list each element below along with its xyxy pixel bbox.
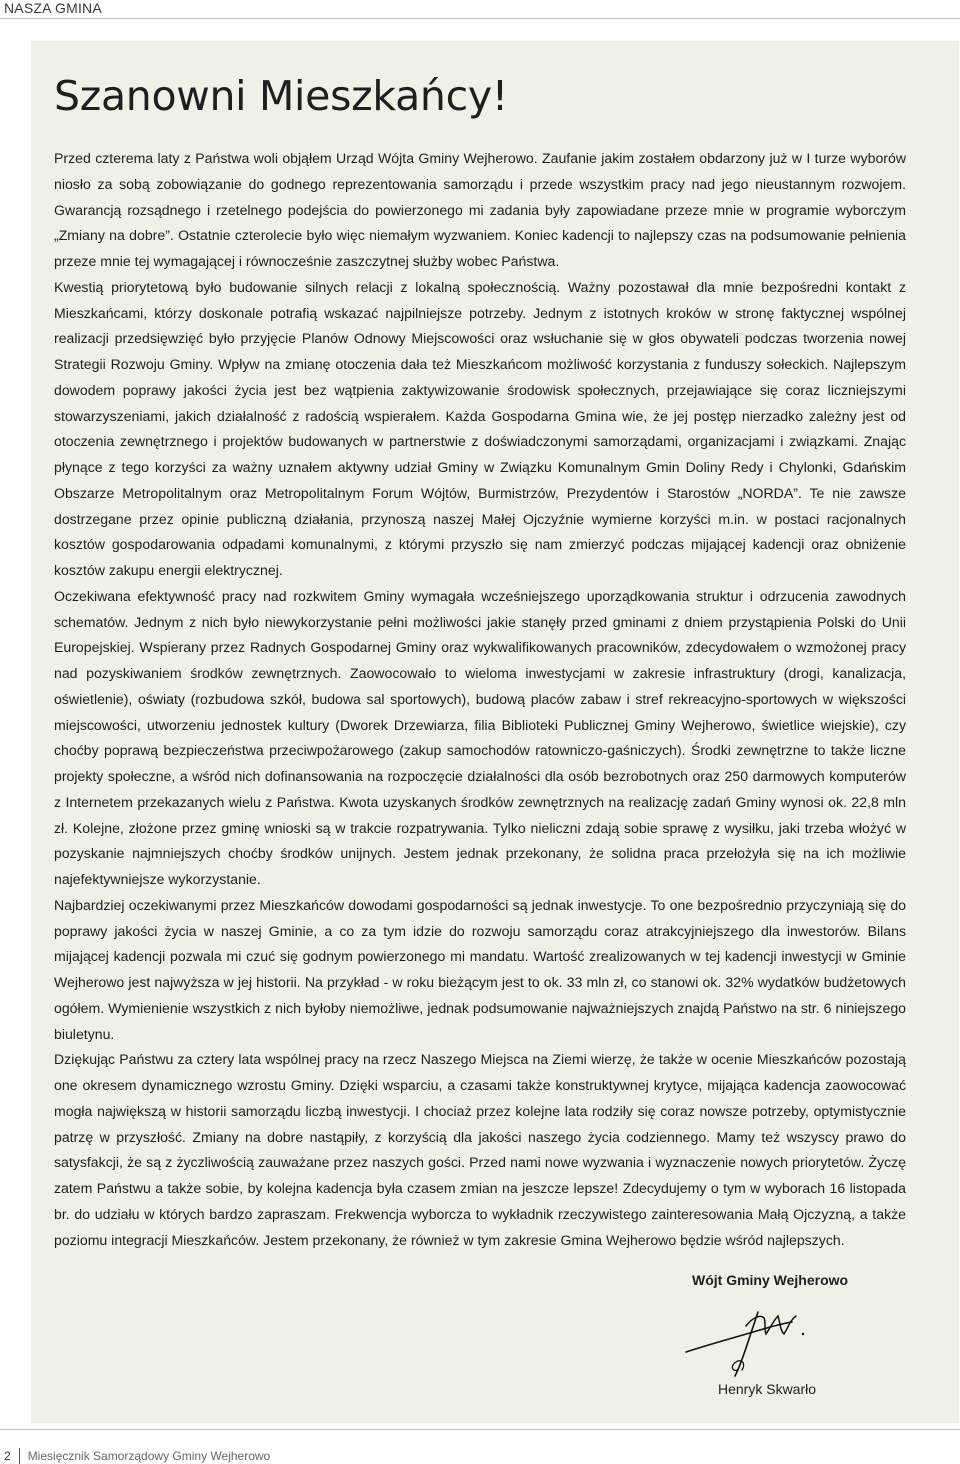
footer-separator [19, 1448, 20, 1464]
letter-paragraph: Oczekiwana efektywność pracy nad rozkwitem Gminy wymagała wcześniejszego uporządkowania struktur i odrzucenia zawodnych schematów. Jednym z nich było niewykorzystanie pełni możliwości jakie stanęły przed gminami z dniem przystąpienia Polski do Unii Europejskiej. Wspierany przez Radnych Gospodarnej Gminy oraz wykwalifikowanych pracowników, zdecydowałem o wzmożonej pracy nad pozyskiwaniem środków zewnętrznych. Zaowocowało to wieloma inwestycjami w zakresie infrastruktury (drogi, kanalizacja, oświetlenie), oświaty (rozbudowa szkół, budowa sal sportowych), budową placów zabaw i stref rekreacyjno-sportowych w większości miejscowości, utworzeniu jednostek kultury (Dworek Drzewiarza, filia Biblioteki Publicznej Gminy Wejherowo, świetlice wiejskie), czy choćby poprawą bezpieczeństwa przeciwpożarowego (zakup samochodów ratowniczo-gaśniczych). Środki zewnętrzne to także liczne projekty społeczne, a wśród nich dofinansowania na rozpoczęcie działalności dla osób bezrobotnych oraz 250 darmowych komputerów z Internetem przekazanych wielu z Państwa. Kwota uzyskanych środków zewnętrznych na realizację zadań Gminy wynosi ok. 22,8 mln zł. Kolejne, złożone przez gminę wnioski są w trakcie rozpatrywania. Tylko nieliczni zdają sobie sprawę z wysiłku, jaki trzeba włożyć w pozyskanie najmniejszych choćby środków unijnych. Jestem jednak przekonany, że solidna praca przełożyła się na ich możliwie najefektywniejsze wykorzystanie. [54, 587, 906, 887]
header-divider [0, 18, 960, 19]
letter-paragraph: Przed czterema laty z Państwa woli objąłem Urząd Wójta Gminy Wejherowo. Zaufanie jakim zostałem obdarzony już w I turze wyborów niosło za sobą zobowiązanie do godnego reprezentowania samorządu i przede wszystkim pracy nad jego nieustannym rozwojem. Gwarancją rozsądnego i rzetelnego podejścia do powierzonego mi zadania były zapowiadane przeze mnie w programie wyborczym „Zmiany na dobre”. Ostatnie czterolecie było więc niemałym wyzwaniem. Koniec kadencji to najlepszy czas na podsumowanie pełnienia przeze mnie tej wymagającej i równocześnie zaszczytnej służby wobec Państwa. [54, 150, 906, 269]
section-label: NASZA GMINA [4, 0, 102, 16]
letter-paragraph: Najbardziej oczekiwanymi przez Mieszkańców dowodami gospodarności są jednak inwestycje. To one bezpośrednio przyczyniają się do poprawy jakości życia w naszej Gminie, a co za tym idzie do rozwoju samorządu coraz atrakcyjniejszego dla inwestorów. Bilans mijającej kadencji pozwala mi czuć się godnym powierzonego mi mandatu. Wartość zrealizowanych w tej kadencji inwestycji w Gminie Wejherowo jest najwyższa w jej historii. Na przykład - w roku bieżącym jest to ok. 33 mln zł, co stanowi ok. 32% wydatków budżetowych ogółem. Wymienienie wszystkich z nich byłoby niemożliwe, jednak podsumowanie najważniejszych znajdą Państwo na str. 6 niniejszego biuletynu. [54, 896, 906, 1042]
signature-title: Wójt Gminy Wejherowo [692, 1272, 849, 1288]
signature-name: Henryk Skwarło [718, 1381, 817, 1397]
letter-body [54, 146, 906, 1253]
publication-name: Miesięcznik Samorządowy Gminy Wejherowo [27, 1449, 271, 1463]
letter-paragraph: Dziękując Państwu za cztery lata wspólnej pracy na rzecz Naszego Miejsca na Ziemi wierzę, że także w ocenie Mieszkańców pozostają one okresem dynamicznego wzrostu Gminy. Dzięki wsparciu, a czasami także konstruktywnej krytyce, mijająca kadencja zaowocować mogła największą w historii samorządu liczbą inwestycji. I chociaż przez kolejne lata rodziły się coraz nowsze potrzeby, optymistycznie patrzę w przyszłość. Zmiany na dobre nastąpiły, z korzyścią dla jakości naszego życia codziennego. Mamy też wszyscy prawo do satysfakcji, że są z życzliwością zauważane przez naszych gości. Przed nami nowe wyzwania i wyznaczenie nowych priorytetów. Życzę zatem Państwu a także sobie, by kolejna kadencja była czasem zmian na jeszcze lepsze! Zdecydujemy o tym w wyborach 16 listopada br. do udziału w których bardzo zapraszam. Frekwencja wyborcza to wykładnik rzeczywistego zainteresowania Małą Ojczyzną, a także poziomu integracji Mieszkańców. Jestem przekonany, że również w tym zakresie Gmina Wejherowo będzie wśród najlepszych. [54, 1051, 906, 1248]
handwritten-signature [680, 1300, 810, 1378]
letter-paragraph: Kwestią priorytetową było budowanie silnych relacji z lokalną społecznością. Ważny pozostawał dla mnie bezpośredni kontakt z Mieszkańcami, którzy doskonale potrafią wskazać najpilniejsze potrzeby. Jednym z istotnych kroków w stronę faktycznej wspólnej realizacji przedsięwzięć było przyjęcie Planów Odnowy Miejscowości oraz wsłuchanie się w głos obywateli podczas tworzenia nowej Strategii Rozwoju Gminy. Wpływ na zmianę otoczenia dała też Mieszkańcom możliwość korzystania z funduszy sołeckich. Najlepszym dowodem poprawy jakości życia jest bez wątpienia zaktywizowanie środowisk społecznych, przejawiające się coraz liczniejszymi stowarzyszeniami, jakich działalność z radością wspierałem. Każda Gospodarna Gmina wie, że jej postęp nierzadko zależny jest od otoczenia zewnętrznego i projektów budowanych w partnerstwie z doświadczonymi samorządami, organizacjami i związkami. Znając płynące z tego korzyści za ważny uznałem aktywny udział Gminy w Związku Komunalnym Gmin Doliny Redy i Chylonki, Gdańskim Obszarze Metropolitalnym oraz Metropolitalnym Forum Wójtów, Burmistrzów, Prezydentów i Starostów „NORDA”. Te nie zawsze dostrzegane przez opinie publiczną działania, przynoszą naszej Małej Ojczyźnie wymierne korzyści m.in. w postaci racjonalnych kosztów gospodarowania odpadami komunalnymi, z którymi przyszło się nam zmierzyć podczas mijającej kadencji oraz obniżenie kosztów zakupu energii elektrycznej. [54, 278, 906, 578]
letter-title: Szanowni Mieszkańcy! [54, 72, 508, 120]
page-number: 2 [4, 1449, 11, 1463]
page-footer [4, 1448, 270, 1464]
footer-divider [0, 1429, 960, 1430]
